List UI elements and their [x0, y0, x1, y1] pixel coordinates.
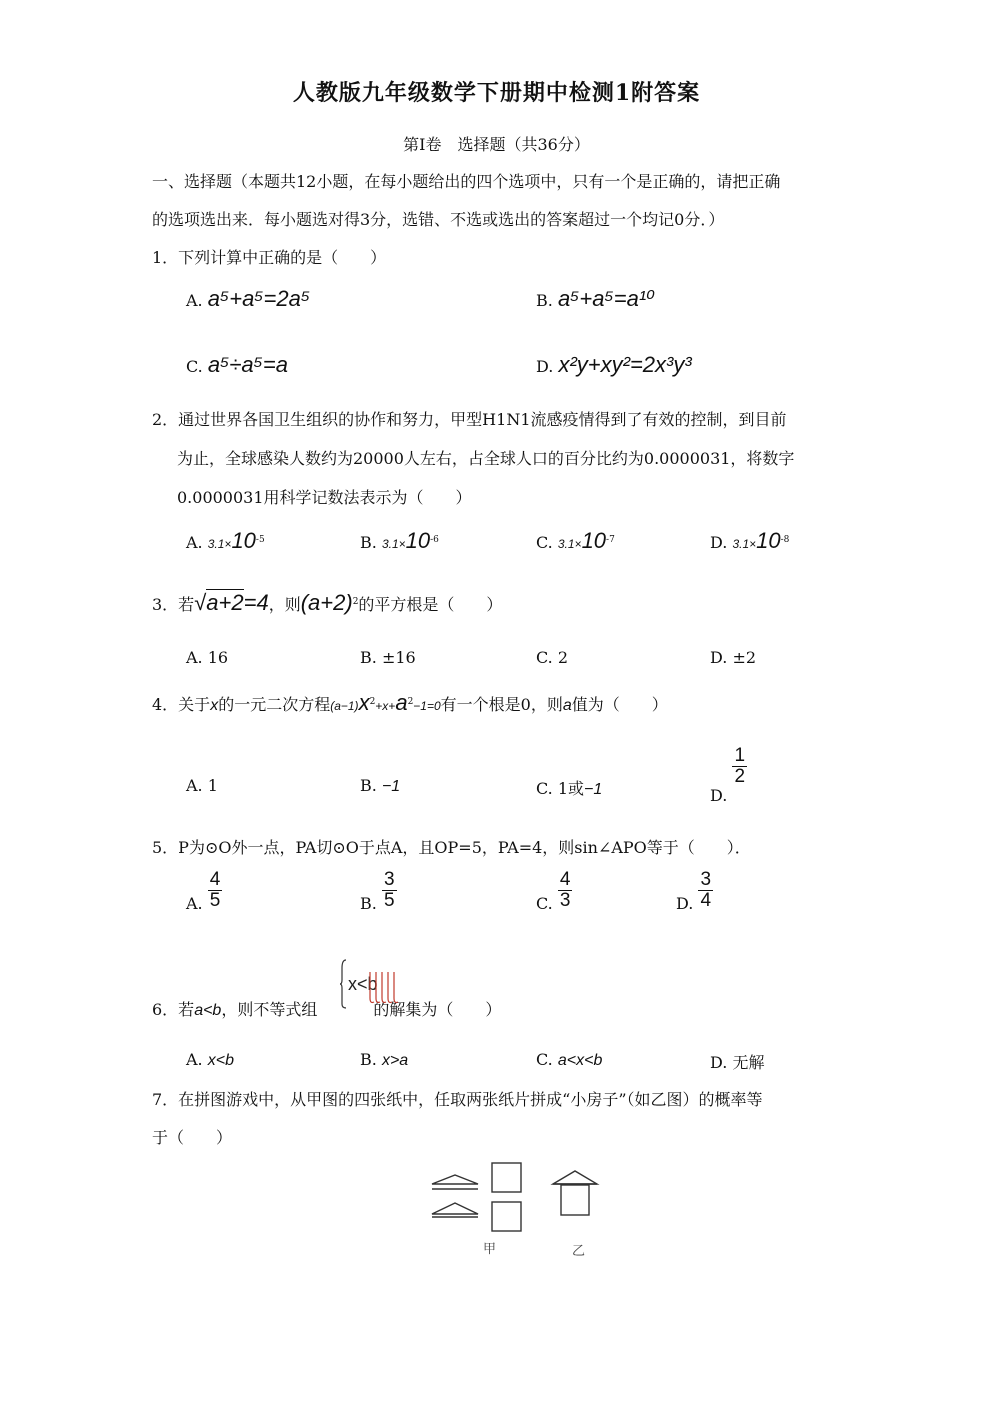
q3-option-c-value: 2	[557, 648, 569, 667]
q3-sqrt: √a+2	[194, 590, 244, 615]
q2-option-a-exp: -5	[255, 535, 265, 545]
q5-option-c-fraction	[558, 870, 573, 911]
q1-option-c-label: C.	[186, 357, 203, 376]
q5-stem: 5．P为⊙O外一点，PA切⊙O于点A，且OP=5，PA=4，则sin∠APO等于（ ）．	[152, 838, 751, 857]
section-instructions-line2: 的选项选出来．每小题选对得3分，选错、不选或选出的答案超过一个均记0分．）	[152, 210, 725, 229]
q4-option-d-numerator: 1	[734, 745, 746, 766]
q6-option-b	[360, 1050, 408, 1070]
q3-option-c-label: C.	[536, 648, 553, 667]
q6-option-a	[186, 1050, 234, 1070]
q5-option-b-label: B.	[360, 894, 377, 913]
q1-option-b-expr: a⁵+a⁵=a¹⁰	[557, 286, 655, 311]
q6-option-b-label: B.	[360, 1050, 377, 1069]
q4-option-d-label: D.	[710, 786, 728, 805]
q2-stem-line1: 2．通过世界各国卫生组织的协作和努力，甲型H1N1流感疫情得到了有效的控制，到目前	[152, 410, 787, 429]
q4-eq-lead: (a−1)	[330, 699, 359, 713]
q3-option-b	[360, 648, 416, 667]
q1-option-a-expr: a⁵+a⁵=2a⁵	[207, 286, 311, 311]
q3-option-a-label: A.	[186, 648, 203, 667]
q2-option-d-base: 10	[756, 528, 781, 553]
q2-option-c	[536, 528, 615, 554]
q4-option-c-pre: 1或	[557, 779, 585, 798]
q2-option-b-exp: -6	[430, 535, 439, 545]
q4-var-x: x	[210, 697, 219, 714]
q6-option-d-label: D.	[710, 1053, 728, 1072]
q5-option-d-numerator: 3	[700, 869, 712, 890]
q2-option-a-label: A.	[186, 533, 203, 552]
q4-eq-plus: +x+	[375, 699, 396, 713]
q5-option-a-numerator: 4	[209, 869, 221, 890]
q4-option-a	[186, 776, 218, 795]
q4-option-d	[710, 745, 747, 805]
q4-stem-post1: 有一个根是0，则	[440, 695, 563, 714]
q5-option-c-label: C.	[536, 894, 553, 913]
figure-yi	[553, 1171, 597, 1215]
q3-option-a	[186, 648, 228, 667]
q3-stem-post: 的平方根是（ ）	[358, 595, 503, 614]
q4-eq-tail: −1=0	[413, 699, 441, 713]
q5-option-c-denominator: 3	[559, 890, 571, 911]
q5-option-c	[536, 870, 572, 911]
q4-option-c-label: C.	[536, 779, 553, 798]
q1-stem: 1．下列计算中正确的是（ ）	[152, 248, 387, 267]
q4-stem-post2: 值为（ ）	[571, 695, 668, 714]
q2-option-b-mantissa: 3.1×	[381, 537, 406, 551]
q3-option-d-value: ±2	[732, 648, 757, 667]
q2-option-c-base: 10	[581, 528, 607, 553]
q5-option-b-denominator: 5	[383, 890, 395, 911]
q1-option-c-expr: a⁵÷a⁵=a	[207, 352, 288, 377]
q2-stem-line2: 为止，全球感染人数约为20000人左右，占全球人口的百分比约为0.0000031，将数字	[177, 449, 795, 468]
q3-option-a-value: 16	[207, 648, 229, 667]
q4-option-a-value: 1	[207, 776, 218, 795]
q6-stem-mid: ，则不等式组	[221, 1000, 318, 1019]
q5-option-b-numerator: 3	[383, 869, 395, 890]
q3-stem-mid: ，则	[268, 595, 301, 614]
q3-squared-base: (a+2)	[300, 590, 353, 615]
figure-label-yi: 乙	[572, 1244, 586, 1258]
q6-option-c	[536, 1050, 602, 1070]
q4-option-b-value: −1	[381, 778, 401, 795]
q5-option-b-fraction	[382, 870, 397, 911]
q3-option-b-label: B.	[360, 648, 377, 667]
q3-option-b-value: ±16	[381, 648, 416, 667]
q5-option-d-denominator: 4	[700, 890, 712, 911]
q2-option-a	[186, 528, 265, 554]
q4-eq-x: x	[358, 690, 370, 715]
q4-option-b	[360, 776, 400, 796]
q6-inequality-system-image	[340, 958, 400, 1010]
q1-option-a	[186, 286, 310, 312]
svg-text:x<b: x<b	[348, 974, 378, 994]
q3-option-d	[710, 648, 756, 667]
q2-option-c-exp: -7	[606, 535, 615, 545]
q3-stem-pre: 3．若	[152, 595, 195, 614]
q2-option-a-base: 10	[231, 528, 256, 553]
q1-option-d	[536, 352, 692, 378]
q5-option-d	[676, 870, 713, 911]
q4-stem-mid: 的一元二次方程	[218, 695, 331, 714]
q1-option-c	[186, 352, 288, 378]
q1-option-d-label: D.	[536, 357, 554, 376]
q2-option-d-exp: -8	[780, 535, 790, 545]
figure-label-jia: 甲	[483, 1242, 497, 1257]
q5-option-c-numerator: 4	[559, 869, 571, 890]
q6-option-a-value: x<b	[207, 1052, 234, 1069]
q2-stem-line3: 0.0000031用科学记数法表示为（ ）	[177, 488, 472, 507]
q3-option-d-label: D.	[710, 648, 728, 667]
q6-option-b-value: x>a	[381, 1052, 409, 1069]
q7-stem-line1: 7．在拼图游戏中，从甲图的四张纸中，任取两张纸片拼成“小房子”（如乙图）的概率等	[152, 1090, 763, 1109]
q2-option-b	[360, 528, 439, 554]
q5-option-a-fraction	[208, 870, 223, 911]
q2-option-c-label: C.	[536, 533, 553, 552]
q4-option-d-fraction	[732, 746, 747, 787]
q5-option-b	[360, 870, 397, 911]
q3-stem: 3．若√a+2=4，则$(a+2)^2$的平方根是（ ）	[152, 590, 503, 615]
q2-option-b-label: B.	[360, 533, 377, 552]
q2-option-d	[710, 528, 789, 554]
q4-stem-pre: 4．关于	[152, 695, 211, 714]
q4-eq-a: a	[395, 690, 408, 715]
q4-option-d-denominator: 2	[734, 766, 746, 787]
q1-option-d-expr: x²y+xy²=2x³y³	[558, 352, 692, 377]
figure-jia	[432, 1163, 521, 1231]
q1-option-b	[536, 286, 655, 312]
q2-option-a-mantissa: 3.1×	[207, 537, 232, 551]
page-title: 人教版九年级数学下册期中检测1附答案	[292, 80, 701, 106]
q3-option-c	[536, 648, 568, 667]
q4-var-a: a	[562, 697, 572, 714]
q3-eq: =4	[243, 590, 269, 615]
q6-option-d	[710, 1050, 764, 1073]
q7-puzzle-figure	[425, 1158, 605, 1258]
q5-option-d-fraction	[698, 870, 713, 911]
q6-option-c-label: C.	[536, 1050, 553, 1069]
q2-option-b-base: 10	[405, 528, 431, 553]
q6-condition: a<b	[194, 1002, 222, 1019]
q4-option-c-value: −1	[584, 781, 603, 798]
q5-option-a-label: A.	[186, 894, 203, 913]
q7-stem-line2: 于（ ）	[152, 1128, 233, 1147]
q2-option-d-label: D.	[710, 533, 728, 552]
q4-option-b-label: B.	[360, 776, 377, 795]
q2-option-c-mantissa: 3.1×	[557, 537, 582, 551]
section-subtitle: 第Ⅰ卷 选择题（共36分）	[403, 135, 590, 154]
section-instructions-line1: 一、选择题（本题共12小题，在每小题给出的四个选项中，只有一个是正确的，请把正确	[152, 172, 781, 191]
q1-option-a-label: A.	[186, 291, 203, 310]
q6-option-d-value: 无解	[732, 1053, 765, 1072]
q4-stem: 4．关于x的一元二次方程$(a-1)x^2+x+a^2-1=0$有一个根是0，则a值为（ ）	[152, 690, 668, 715]
q5-option-a-denominator: 5	[209, 890, 221, 911]
q6-option-a-label: A.	[186, 1050, 203, 1069]
q4-option-c	[536, 776, 602, 799]
q6-stem-post: 的解集为（ ）	[373, 1000, 502, 1019]
q5-option-a	[186, 870, 222, 911]
q6-option-c-value: a<x<b	[557, 1052, 603, 1069]
q3-radicand: a+2	[206, 590, 244, 615]
q2-option-d-mantissa: 3.1×	[732, 537, 757, 551]
q6-stem-pre: 6．若	[152, 1000, 195, 1019]
q1-option-b-label: B.	[536, 291, 553, 310]
q4-option-a-label: A.	[186, 776, 203, 795]
q6-stem	[152, 997, 501, 1020]
q5-option-d-label: D.	[676, 894, 694, 913]
